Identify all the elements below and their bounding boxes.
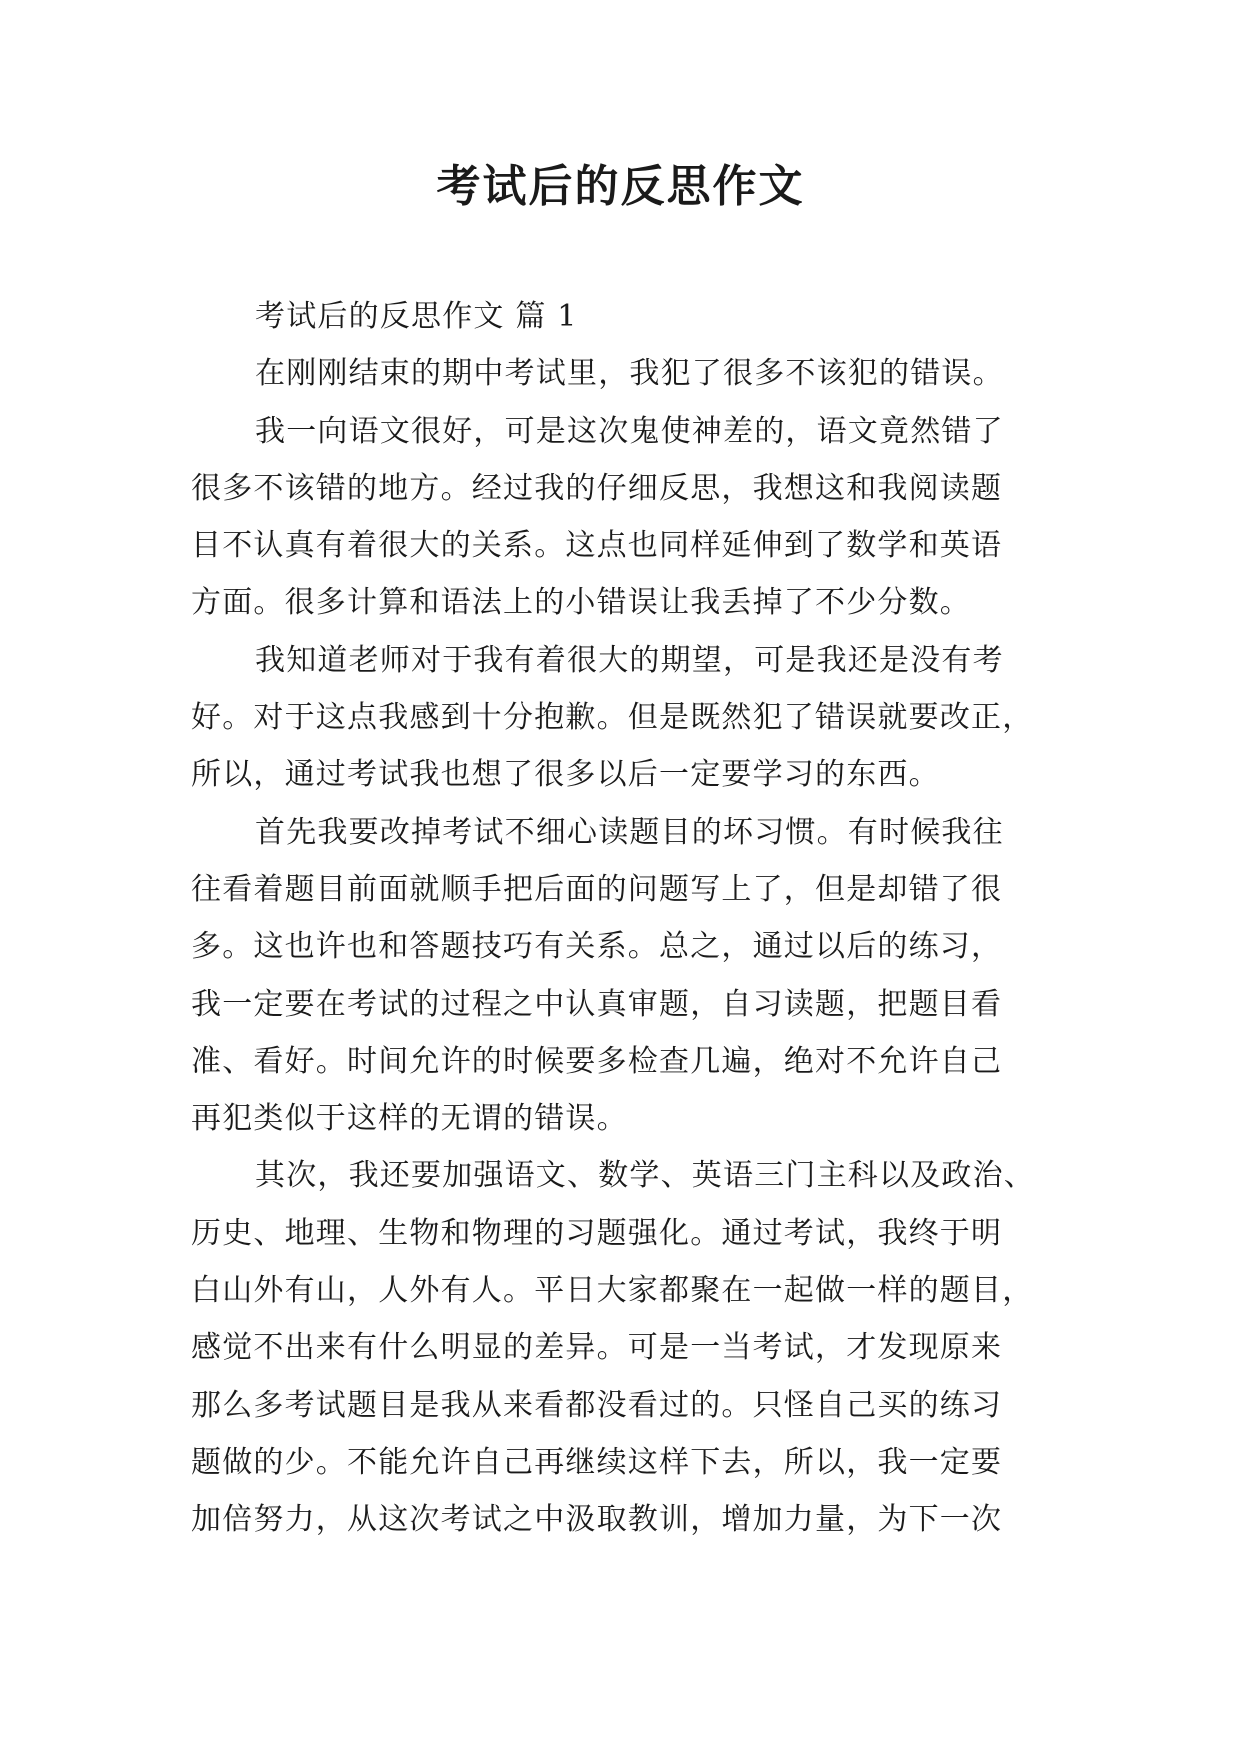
text-line: 我一向语文很好，可是这次鬼使神差的，语文竟然错了	[255, 413, 1004, 449]
paragraph-lines	[191, 345, 1051, 1548]
text-line: 在刚刚结束的期中考试里，我犯了很多不该犯的错误。	[255, 356, 1004, 392]
text-line: 历史、地理、生物和物理的习题强化。通过考试，我终于明	[191, 1215, 1003, 1251]
text-line: 目不认真有着很大的关系。这点也同样延伸到了数学和英语	[191, 528, 1003, 564]
document-title: 考试后的反思作文	[436, 161, 805, 212]
section-heading: 考试后的反思作文 篇 1	[255, 299, 578, 334]
text-line: 我一定要在考试的过程之中认真审题，自习读题，把题目看	[191, 986, 1003, 1022]
text-line: 方面。很多计算和语法上的小错误让我丢掉了不少分数。	[191, 585, 971, 621]
text-line: 首先我要改掉考试不细心读题目的坏习惯。有时候我往	[255, 814, 1004, 850]
text-line: 再犯类似于这样的无谓的错误。	[191, 1101, 628, 1137]
text-line: 多。这也许也和答题技巧有关系。总之，通过以后的练习，	[191, 929, 1003, 965]
text-line: 白山外有山，人外有人。平日大家都聚在一起做一样的题目，	[191, 1273, 1034, 1309]
text-line: 准、看好。时间允许的时候要多检查几遍，绝对不允许自己	[191, 1043, 1003, 1079]
text-line: 感觉不出来有什么明显的差异。可是一当考试，才发现原来	[191, 1330, 1003, 1366]
text-line: 题做的少。不能允许自己再继续这样下去，所以，我一定要	[191, 1444, 1003, 1480]
document-body	[191, 288, 1051, 1549]
text-line: 其次，我还要加强语文、数学、英语三门主科以及政治、	[255, 1158, 1035, 1194]
text-line: 好。对于这点我感到十分抱歉。但是既然犯了错误就要改正，	[191, 700, 1034, 736]
text-line: 加倍努力，从这次考试之中汲取教训，增加力量，为下一次	[191, 1502, 1003, 1538]
text-line: 很多不该错的地方。经过我的仔细反思，我想这和我阅读题	[191, 470, 1003, 506]
text-line: 那么多考试题目是我从来看都没看过的。只怪自己买的练习	[191, 1387, 1003, 1423]
text-line: 往看着题目前面就顺手把后面的问题写上了，但是却错了很	[191, 871, 1003, 907]
text-line: 所以，通过考试我也想了很多以后一定要学习的东西。	[191, 757, 940, 793]
text-line: 我知道老师对于我有着很大的期望，可是我还是没有考	[255, 642, 1004, 678]
